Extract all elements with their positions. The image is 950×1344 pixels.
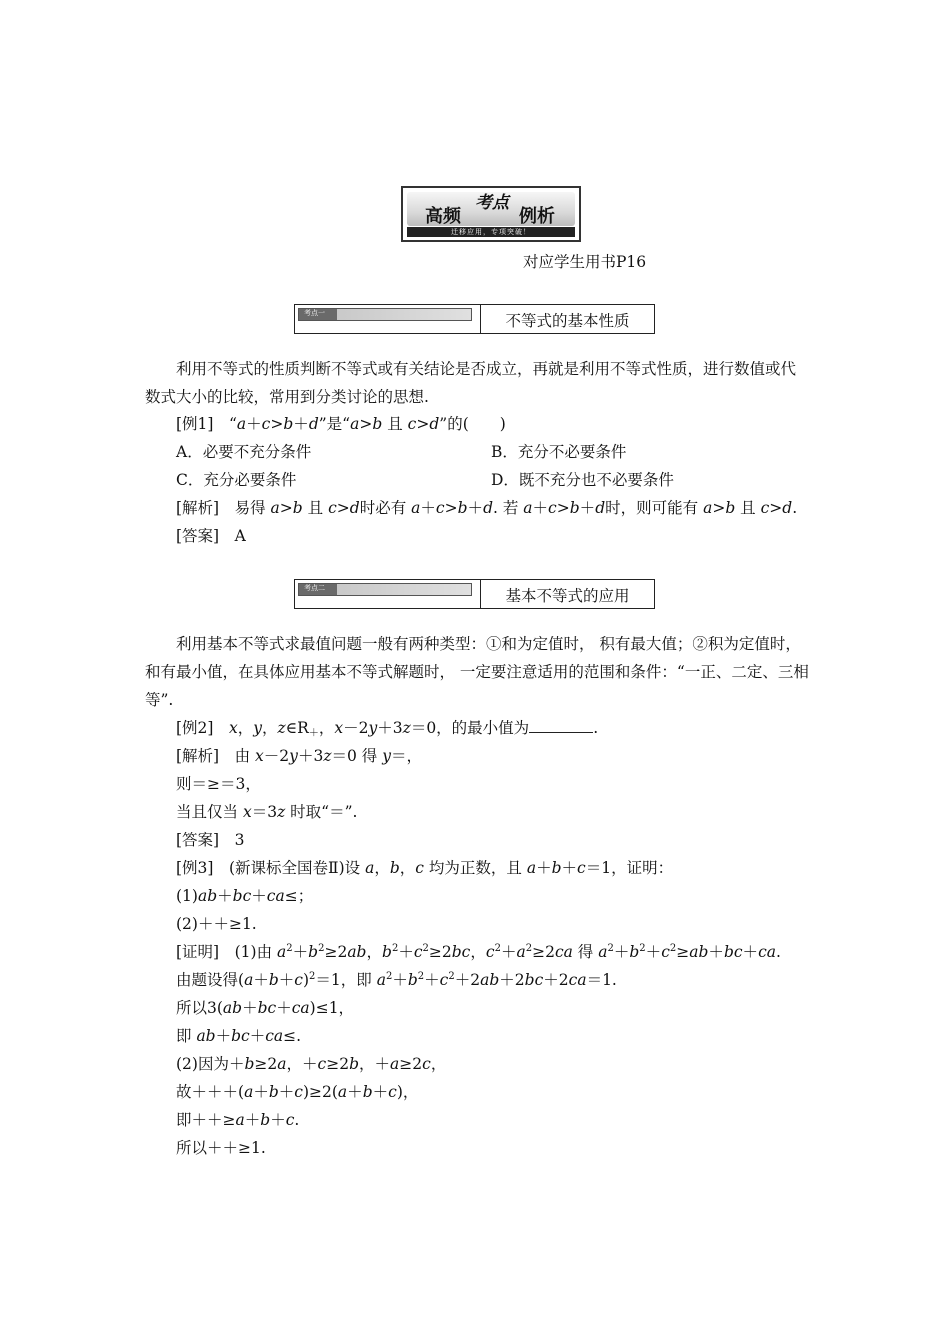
option-b: B．充分不必要条件 <box>491 443 627 461</box>
section-banner <box>401 186 581 242</box>
section-tag-1: 考点一 <box>298 308 472 321</box>
book-reference: 对应学生用书P16 <box>523 253 647 271</box>
section-2-intro: 利用基本不等式求最值问题一般有两种类型：①和为定值时， 积有最大值；②积为定值时，和有最小值，在具体应用基本不等式解题时， 一定要注意适用的范围和条件：“一正、二定、三相等”. <box>145 635 809 709</box>
example-2-question: [例2] x，y，$z\in R_+$，x－2y＋3z＝0，的最小值为 . <box>176 719 599 739</box>
banner-word-top: 考点 <box>475 193 509 213</box>
option-a: A．必要不充分条件 <box>176 443 312 461</box>
banner-word-left: 高频 <box>425 206 461 227</box>
proof-line-5: (2)因为＋b≥2a，＋c≥2b，＋a≥2c， <box>176 1055 447 1073</box>
example-2-analysis: [解析] 由 x－2y＋3z＝0 得 y＝， <box>176 747 422 765</box>
banner-word-right: 例析 <box>519 206 555 227</box>
example-2-equality: 当且仅当 x＝3z 时取“＝”. <box>176 803 358 821</box>
section-tag-2: 考点二 <box>298 583 472 596</box>
proof-conclusion: 所以＋＋≥1. <box>176 1139 266 1157</box>
example-2-step: 则＝≥＝3， <box>176 775 261 793</box>
example-3-part-2: (2)＋＋≥1. <box>176 915 257 933</box>
section-1-intro: 利用不等式的性质判断不等式或有关结论是否成立，再就是利用不等式性质，进行数值或代数式大小的比较，常用到分类讨论的思想. <box>145 360 797 406</box>
example-1-analysis: [解析] 易得 a>b 且 c>d时必有 a＋c>b＋d. 若 a＋c>b＋d时，则可能有 a>b 且 c>d. <box>176 499 798 517</box>
section-header-2 <box>294 579 655 609</box>
example-3-part-1: (1)ab＋bc＋ca≤； <box>176 887 314 905</box>
proof-line-3: 所以3(ab＋bc＋ca)≤1， <box>176 999 355 1017</box>
section-header-1 <box>294 304 655 334</box>
example-2-answer: [答案] 3 <box>176 831 245 849</box>
example-1-question: [例1] “a＋c>b＋d”是“a>b 且 c>d”的( ) <box>176 415 506 433</box>
proof-line-1: [证明] (1)由 $a^2+b^2\ge 2ab$，$b^2+c^2\ge 2bc$，$c^2+a^2\ge 2ca$ 得 $a^2+b^2+c^2\ge ab+bc+ca$. <box>176 943 781 961</box>
proof-line-6: 故＋＋＋(a＋b＋c)≥2(a＋b＋c)， <box>176 1083 419 1101</box>
section-title-1: 不等式的基本性质 <box>505 312 630 330</box>
option-c: C．充分必要条件 <box>176 471 297 489</box>
option-d: D．既不充分也不必要条件 <box>491 471 674 489</box>
proof-line-2: 由题设得$(a+b+c)^2=1$，即 $a^2+b^2+c^2+2ab+2bc+2ca=1$. <box>176 971 617 989</box>
banner-strip: 迁移应用，专项突破！ <box>407 227 575 237</box>
proof-line-7: 即＋＋≥a＋b＋c. <box>176 1111 300 1129</box>
example-3-question: [例3] (新课标全国卷Ⅱ)设 a，b，c 均为正数，且 a＋b＋c＝1，证明： <box>176 859 674 877</box>
section-title-2: 基本不等式的应用 <box>505 587 630 605</box>
example-1-answer: [答案] A <box>176 527 246 545</box>
proof-line-4: 即 ab＋bc＋ca≤. <box>176 1027 302 1045</box>
